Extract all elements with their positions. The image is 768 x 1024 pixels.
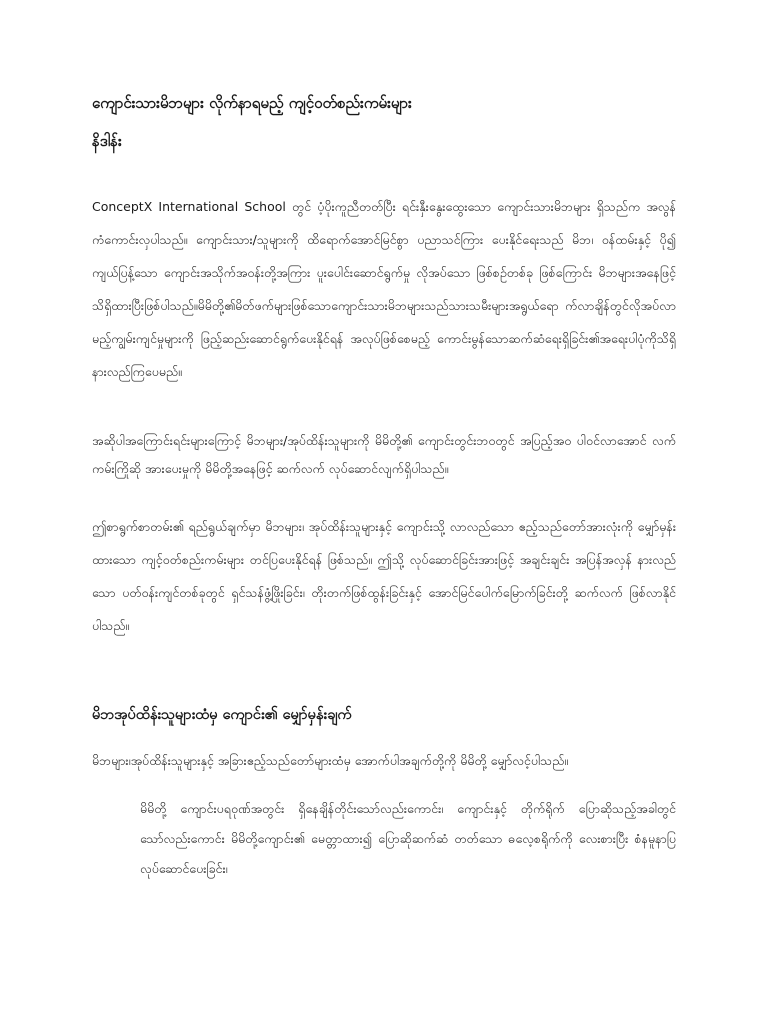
intro-paragraph: ConceptX International School တွင် ပံ့ပိုးကူညီတတ်ပြီး ရင်းနှီးနွေးထွေးသော ကျောင်းသားမိဘများ ရှိသည်က အလွန် ကံကောင်းလှပါသည်။ ကျောင်းသား/သူများကို ထိရောက်အောင်မြင်စွာ ပညာသင်ကြား ပေးနိုင်ရေးသည် မိဘ၊ ဝန်ထမ်းနှင့် ပို၍ ကျယ်ပြန့်သော ကျောင်းအသိုက်အဝန်းတို့အကြား ပူးပေါင်းဆောင်ရွက်မှု လိုအပ်သော ဖြစ်စဉ်တစ်ခု ဖြစ်ကြောင်း မိဘများအနေဖြင့် သိရှိထားပြီးဖြစ်ပါသည်။မိမိတို့၏မိတ်ဖက်များဖြစ်သောကျောင်းသားမိဘများသည်သားသမီးများအရွယ်ရော က်လာချိန်တွင်လိုအပ်လာမည့်ကျွမ်းကျင်မှုများကို ဖြည့်ဆည်းဆောင်ရွက်ပေးနိုင်ရန် အလုပ်ဖြစ်စေမည့် ကောင်းမွန်သောဆက်ဆံရေးရှိခြင်း၏အရေးပါပုံကိုသိရှိနားလည်ကြပေမည်။: [92, 199, 676, 379]
section-heading: မိဘအုပ်ထိန်းသူများထံမှ ကျောင်း၏ မျှော်မှန်းချက်: [92, 707, 352, 723]
intro-paragraph: ဤစာရွက်စာတမ်း၏ ရည်ရွယ်ချက်မှာ မိဘများ၊ အုပ်ထိန်းသူများနှင့် ကျောင်းသို့ လာလည်သော ဧည့်သည်တော်အားလုံးကို မျှော်မှန်းထားသော ကျင့်ဝတ်စည်းကမ်းများ တင်ပြပေးနိုင်ရန် ဖြစ်သည်။ ဤသို့ လုပ်ဆောင်ခြင်းအားဖြင့် အချင်းချင်း အပြန်အလှန် နားလည်သော ပတ်ဝန်းကျင်တစ်ခုတွင် ရှင်သန်ဖွံ့ဖြိုးခြင်း၊ တိုးတက်ဖြစ်ထွန်းခြင်းနှင့် အောင်မြင်ပေါက်မြောက်ခြင်းတို့ ဆက်လက် ဖြစ်လာနိုင်ပါသည်။: [92, 519, 676, 633]
document-title: ကျောင်းသားမိဘများ လိုက်နာရမည့် ကျင့်ဝတ်စည်းကမ်းများ: [92, 94, 412, 112]
intro-paragraph: အဆိုပါအကြောင်းရင်းများကြောင့် မိဘများ/အုပ်ထိန်းသူများကို မိမိတို့၏ ကျောင်းတွင်းဘဝတွင် အပြည့်အဝ ပါဝင်လာအောင် လက်ကမ်းကြိုဆို အားပေးမှုကို မိမိတို့အနေဖြင့် ဆက်လက် လုပ်ဆောင်လျက်ရှိပါသည်။: [92, 433, 676, 476]
section-lead: မိဘများ၊အုပ်ထိန်းသူများနှင့် အခြားဧည့်သည်တော်များထံမှ အောက်ပါအချက်တို့ကို မိမိတို့ မျှော်လင့်ပါသည်။: [92, 753, 569, 768]
introduction-heading: နိဒါန်း: [92, 132, 122, 150]
expectation-item: မိမိတို့ ကျောင်းပရဝုဏ်အတွင်း ရှိနေချိန်တိုင်းသော်လည်းကောင်း၊ ကျောင်းနှင့် တိုက်ရိုက် ပြောဆိုသည့်အခါတွင်သော်လည်းကောင်း မိမိတို့ကျောင်း၏ မေတ္တာထား၍ ပြောဆိုဆက်ဆံ တတ်သော ဓလေ့စရိုက်ကို လေးစားပြီး စံနမူနာပြ လုပ်ဆောင်ပေးခြင်း၊: [140, 801, 676, 876]
